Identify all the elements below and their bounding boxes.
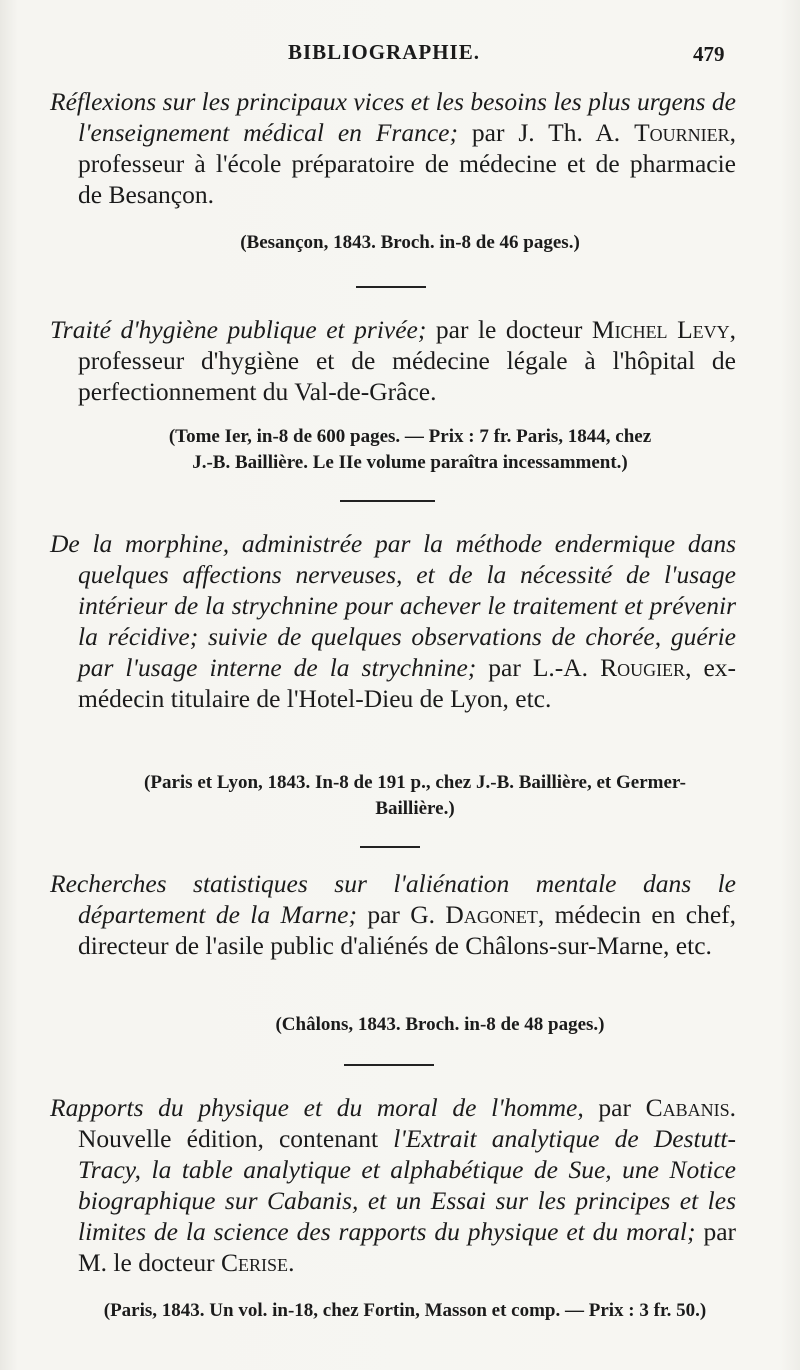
entry-author: Cabanis	[645, 1093, 730, 1122]
entry-title: Traité d'hygiène publique et privée;	[50, 315, 427, 344]
publication-info: (Besançon, 1843. Broch. in-8 de 46 pages.)	[240, 232, 580, 253]
entry-by: par M. le docteur	[78, 1217, 737, 1277]
running-title: BIBLIOGRAPHIE.	[288, 40, 480, 64]
bibliography-entry	[50, 314, 736, 407]
publication-info-line: (Paris et Lyon, 1843. In-8 de 191 p., chez J.-B. Baillière, et Germer-	[144, 772, 686, 793]
entry-title: De la morphine, administrée par la méthode endermique dans quelques affections nerveuses, et de la nécessité de l'usage intérieur de la strychnine pour achever le traitement et prévenir la récidive; suivie de quelques observations de chorée, guérie par l'usage interne de la strychnine;	[50, 529, 736, 682]
publication-info-line: J.-B. Baillière. Le IIe volume paraîtra incessamment.)	[192, 452, 628, 473]
entry-description: , professeur d'hygiène et de médecine légale à l'hôpital de perfectionnement du Val-de-Grâce.	[78, 315, 737, 406]
entry-title: Rapports du physique et du moral de l'homme,	[50, 1093, 584, 1122]
publication-info: (Châlons, 1843. Broch. in-8 de 48 pages.)	[275, 1014, 605, 1035]
entry-author: Michel Levy	[591, 315, 730, 344]
entry-end: .	[288, 1248, 295, 1277]
separator-rule	[356, 286, 426, 288]
bibliography-entry	[50, 1092, 736, 1278]
separator-rule	[344, 1064, 434, 1066]
entry-author: Dagonet	[445, 900, 538, 929]
bibliography-entry	[50, 86, 736, 210]
publication-info: (Paris, 1843. Un vol. in-18, chez Fortin, Masson et comp. — Prix : 3 fr. 50.)	[103, 1300, 707, 1321]
entry-by: par L.-A.	[488, 653, 589, 682]
entry-author: Cerise	[221, 1248, 289, 1277]
entry-description: . Nouvelle édition, contenant	[78, 1093, 737, 1153]
publication-info-line: (Tome Ier, in-8 de 600 pages. — Prix : 7 fr. Paris, 1844, chez	[168, 426, 652, 447]
entry-by: par G.	[367, 900, 436, 929]
separator-rule	[340, 500, 435, 502]
entry-contents: l'Extrait analytique de Destutt-Tracy, la table analytique et alphabétique de Sue, une Notice biographique sur Cabanis, et un Essai sur les principes et les limites de la science des rapports du physique et du moral;	[78, 1124, 736, 1246]
entry-description: , professeur à l'école préparatoire de médecine et de pharmacie de Besançon.	[78, 118, 737, 209]
page-number: 479	[693, 42, 725, 66]
entry-title: Réflexions sur les principaux vices et les besoins les plus urgens de l'enseignement médical en France;	[50, 87, 736, 147]
entry-by: par le docteur	[435, 315, 583, 344]
bibliography-entry	[50, 528, 736, 714]
entry-description: , ex-médecin titulaire de l'Hotel-Dieu de Lyon, etc.	[78, 653, 737, 713]
page-header	[0, 40, 800, 72]
separator-rule	[360, 846, 420, 848]
publication-info-line: Baillière.)	[375, 798, 455, 819]
bibliography-entry	[50, 868, 736, 961]
entry-author: Tournier	[634, 118, 730, 147]
entry-by: par	[598, 1093, 631, 1122]
entry-by: par J. Th. A.	[471, 118, 621, 147]
entry-title: Recherches statistiques sur l'aliénation mentale dans le département de la Marne;	[50, 869, 736, 929]
entry-description: , médecin en chef, directeur de l'asile public d'aliénés de Châlons-sur-Marne, etc.	[78, 900, 737, 960]
entry-author: Rougier	[600, 653, 686, 682]
